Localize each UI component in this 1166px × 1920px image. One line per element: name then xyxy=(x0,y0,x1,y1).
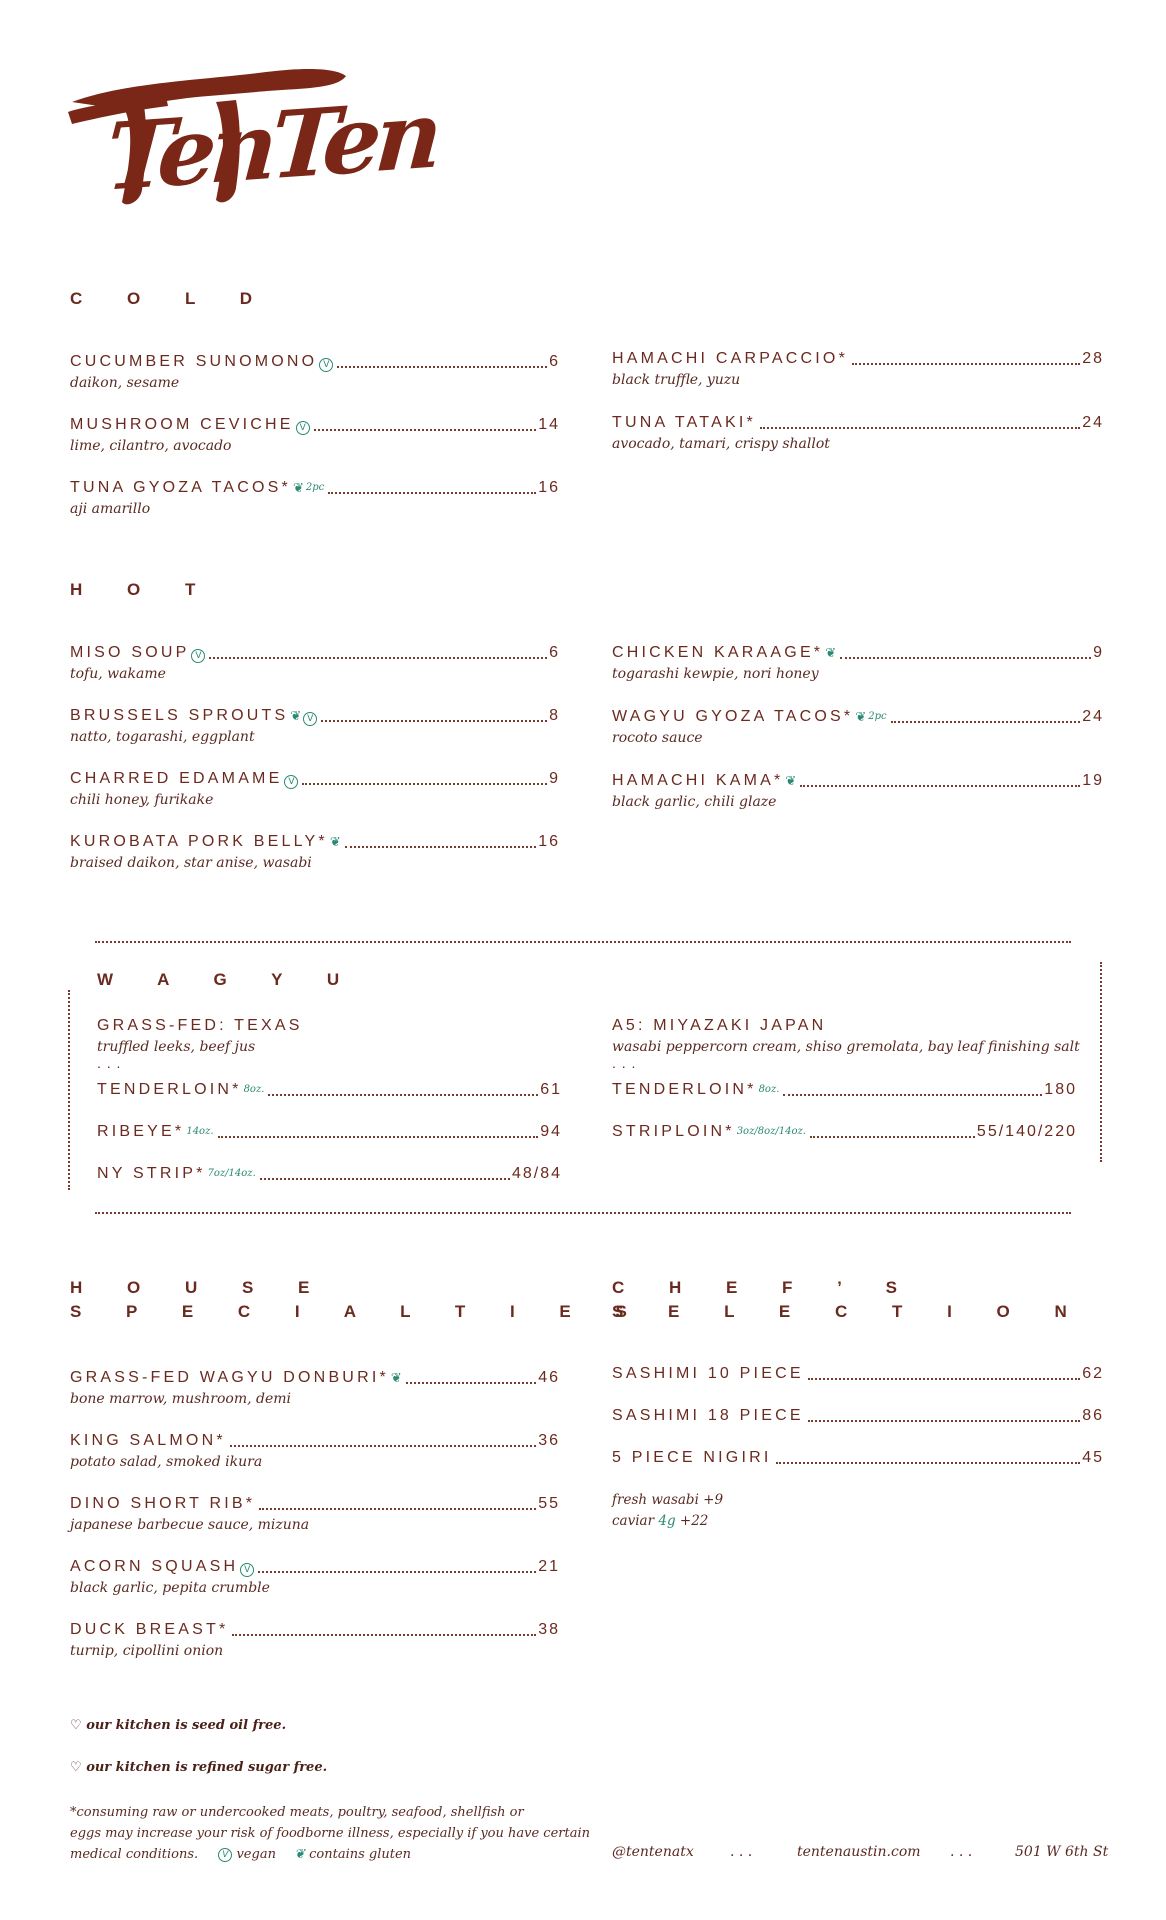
item-price: 24 xyxy=(1082,414,1104,431)
addon-size: 4g xyxy=(658,1513,676,1529)
item-price: 9 xyxy=(1093,644,1104,661)
leader-dots xyxy=(808,1378,1081,1380)
item-name: MUSHROOM CEVICHE xyxy=(70,416,294,433)
menu-item xyxy=(612,771,1104,812)
item-name: CHARRED EDAMAME xyxy=(70,770,283,787)
item-price: 14 xyxy=(538,416,560,433)
item-name: STRIPLOIN* xyxy=(612,1123,735,1140)
leader-dots xyxy=(209,657,547,659)
item-price: 180 xyxy=(1044,1081,1077,1098)
item-name: NY STRIP* xyxy=(97,1165,206,1182)
portion-note: 7oz/14oz. xyxy=(207,1168,256,1179)
wheat-icon: ❦ xyxy=(825,645,837,660)
item-price: 55/140/220 xyxy=(976,1123,1077,1140)
item-name: TENDERLOIN* xyxy=(97,1081,242,1098)
item-description: japanese barbecue sauce, mizuna xyxy=(70,1517,310,1533)
item-name: TUNA GYOZA TACOS* xyxy=(70,479,291,496)
disclaimer-line xyxy=(70,1844,590,1865)
leader-dots xyxy=(808,1420,1081,1422)
portion-note: 2pc xyxy=(305,482,325,493)
note-text: our kitchen is seed oil free. xyxy=(86,1718,287,1733)
item-name: DINO SHORT RIB* xyxy=(70,1495,256,1512)
item-name: 5 PIECE NIGIRI xyxy=(612,1449,772,1466)
seed-oil-note xyxy=(70,1718,286,1733)
leader-dots xyxy=(258,1571,536,1573)
portion-note: 3oz/8oz/14oz. xyxy=(736,1126,806,1137)
wheat-icon: ❦ xyxy=(290,708,302,723)
vegan-icon: V xyxy=(319,358,333,372)
item-description: black truffle, yuzu xyxy=(612,372,741,388)
wagyu-box-top-border xyxy=(95,941,1071,943)
item-description: chili honey, furikake xyxy=(70,792,214,808)
separator: . . . xyxy=(730,1844,753,1860)
menu-item xyxy=(612,643,1104,684)
section-title-hot: H O T xyxy=(70,580,216,599)
leader-dots xyxy=(760,427,1080,429)
wagyu-box-left-border xyxy=(68,990,70,1190)
item-description: braised daikon, star anise, wasabi xyxy=(70,855,312,871)
note-text: our kitchen is refined sugar free. xyxy=(86,1760,328,1775)
leader-dots xyxy=(891,721,1081,723)
item-price: 16 xyxy=(538,479,560,496)
item-price: 55 xyxy=(538,1495,560,1512)
menu-item xyxy=(612,1448,1104,1468)
wheat-icon: ❦ xyxy=(785,773,797,788)
leader-dots xyxy=(232,1634,536,1636)
heart-icon: ♡ xyxy=(70,1718,82,1733)
item-price: 94 xyxy=(540,1123,562,1140)
item-description: lime, cilantro, avocado xyxy=(70,438,232,454)
leader-dots xyxy=(783,1094,1042,1096)
wagyu-box-bottom-border xyxy=(95,1212,1071,1214)
addon-label: caviar xyxy=(612,1513,655,1529)
website-link[interactable]: tentenaustin.com xyxy=(797,1844,921,1860)
item-description: black garlic, chili glaze xyxy=(612,794,777,810)
wagyu-box-right-border xyxy=(1100,962,1102,1162)
legend-gluten: contains gluten xyxy=(309,1847,412,1862)
leader-dots xyxy=(840,657,1091,659)
leader-dots xyxy=(321,720,547,722)
wheat-icon: ❦ xyxy=(855,709,867,724)
leader-dots xyxy=(218,1136,539,1138)
logo xyxy=(66,62,441,212)
logo-wordmark: TenTen xyxy=(102,80,441,212)
item-price: 6 xyxy=(549,644,560,661)
section-title-line: S P E C I A L T I E S xyxy=(70,1302,647,1321)
item-price: 46 xyxy=(538,1369,560,1386)
wheat-icon: ❦ xyxy=(390,1370,402,1385)
menu-item xyxy=(612,1406,1104,1426)
item-price: 38 xyxy=(538,1621,560,1638)
item-description: black garlic, pepita crumble xyxy=(70,1580,270,1596)
wheat-icon: ❦ xyxy=(329,834,341,849)
item-name: GRASS-FED WAGYU DONBURI* xyxy=(70,1369,389,1386)
item-description: potato salad, smoked ikura xyxy=(70,1454,263,1470)
vegan-icon: V xyxy=(240,1563,254,1577)
item-name: WAGYU GYOZA TACOS* xyxy=(612,708,854,725)
separator: . . . xyxy=(950,1844,973,1860)
item-name: ACORN SQUASH xyxy=(70,1558,239,1575)
item-name: SASHIMI 10 PIECE xyxy=(612,1365,804,1382)
leader-dots xyxy=(345,846,536,848)
item-name: KING SALMON* xyxy=(70,1432,226,1449)
menu-item xyxy=(70,643,560,684)
leader-dots xyxy=(328,492,536,494)
item-name: MISO SOUP xyxy=(70,644,190,661)
ellipsis: . . . xyxy=(97,1055,122,1071)
item-name: DUCK BREAST* xyxy=(70,1621,229,1638)
menu-item xyxy=(70,1368,560,1409)
portion-note: 8oz. xyxy=(758,1084,780,1095)
wheat-icon: ❦ xyxy=(292,480,304,495)
leader-dots xyxy=(810,1136,975,1138)
menu-item xyxy=(70,415,560,456)
section-title-line: S E L E C T I O N xyxy=(612,1302,1087,1321)
item-name: HAMACHI CARPACCIO* xyxy=(612,350,848,367)
wagyu-origin-texas xyxy=(97,1016,567,1069)
menu-item xyxy=(97,1164,562,1184)
leader-dots xyxy=(302,783,547,785)
section-title-house xyxy=(70,1276,647,1324)
item-name: CHICKEN KARAAGE* xyxy=(612,644,824,661)
item-description: avocado, tamari, crispy shallot xyxy=(612,436,830,452)
menu-item xyxy=(70,832,560,873)
menu-item xyxy=(70,478,560,519)
item-price: 19 xyxy=(1082,772,1104,789)
menu-item xyxy=(612,707,1104,748)
section-title-chef xyxy=(612,1276,1087,1324)
item-description: natto, togarashi, eggplant xyxy=(70,729,255,745)
vegan-icon: V xyxy=(191,649,205,663)
wagyu-origin-miyazaki xyxy=(612,1016,1082,1069)
menu-item xyxy=(612,1364,1104,1384)
vegan-icon: V xyxy=(284,775,298,789)
menu-item xyxy=(97,1080,562,1100)
disclaimer xyxy=(70,1802,590,1865)
item-name: RIBEYE* xyxy=(97,1123,185,1140)
origin-description: wasabi peppercorn cream, shiso gremolata, bay leaf finishing salt xyxy=(612,1039,1080,1055)
item-price: 45 xyxy=(1082,1449,1104,1466)
leader-dots xyxy=(776,1462,1081,1464)
menu-item xyxy=(70,352,560,393)
item-name: HAMACHI KAMA* xyxy=(612,772,784,789)
item-name: TUNA TATAKI* xyxy=(612,414,756,431)
item-description: turnip, cipollini onion xyxy=(70,1643,224,1659)
address: 501 W 6th St xyxy=(1015,1844,1109,1860)
disclaimer-line: *consuming raw or undercooked meats, poultry, seafood, shellfish or xyxy=(70,1805,524,1820)
item-price: 36 xyxy=(538,1432,560,1449)
item-price: 28 xyxy=(1082,350,1104,367)
menu-item xyxy=(70,1431,560,1472)
item-price: 6 xyxy=(549,353,560,370)
item-price: 61 xyxy=(540,1081,562,1098)
item-price: 86 xyxy=(1082,1407,1104,1424)
menu-item xyxy=(612,349,1104,390)
section-title-line: C H E F ’ S xyxy=(612,1278,918,1297)
item-price: 8 xyxy=(549,707,560,724)
item-description: aji amarillo xyxy=(70,501,151,517)
leader-dots xyxy=(268,1094,538,1096)
leader-dots xyxy=(314,429,537,431)
disclaimer-line: eggs may increase your risk of foodborne illness, especially if you have certain xyxy=(70,1826,590,1841)
item-price: 24 xyxy=(1082,708,1104,725)
menu-item xyxy=(70,1620,560,1661)
item-name: SASHIMI 18 PIECE xyxy=(612,1407,804,1424)
menu-item xyxy=(612,1080,1077,1100)
menu-item xyxy=(612,1122,1077,1142)
addon-price: +22 xyxy=(679,1513,709,1529)
item-name: KUROBATA PORK BELLY* xyxy=(70,833,328,850)
item-description: rocoto sauce xyxy=(612,730,703,746)
item-name: TENDERLOIN* xyxy=(612,1081,757,1098)
leader-dots xyxy=(260,1178,510,1180)
item-price: 9 xyxy=(549,770,560,787)
item-price: 21 xyxy=(538,1558,560,1575)
section-title-wagyu: W A G Y U xyxy=(97,970,360,989)
legend-vegan: vegan xyxy=(236,1847,276,1862)
menu-item xyxy=(70,1557,560,1598)
menu-item xyxy=(70,769,560,810)
origin-title: GRASS-FED: TEXAS xyxy=(97,1017,303,1034)
section-title-cold: C O L D xyxy=(70,289,273,308)
leader-dots xyxy=(406,1382,536,1384)
leader-dots xyxy=(337,366,547,368)
portion-note: 14oz. xyxy=(186,1126,214,1137)
item-price: 48/84 xyxy=(511,1165,562,1182)
item-description: tofu, wakame xyxy=(70,666,166,682)
portion-note: 2pc xyxy=(868,711,887,722)
disclaimer-text: medical conditions. xyxy=(70,1847,199,1862)
sugar-note xyxy=(70,1760,327,1775)
heart-icon: ♡ xyxy=(70,1760,82,1775)
addon-wasabi: fresh wasabi +9 xyxy=(612,1492,724,1508)
item-description: togarashi kewpie, nori honey xyxy=(612,666,819,682)
item-name: BRUSSELS SPROUTS xyxy=(70,707,289,724)
instagram-handle[interactable]: @tentenatx xyxy=(612,1844,694,1860)
item-description: daikon, sesame xyxy=(70,375,180,391)
item-description: bone marrow, mushroom, demi xyxy=(70,1391,292,1407)
leader-dots xyxy=(800,785,1080,787)
item-name: CUCUMBER SUNOMONO xyxy=(70,353,318,370)
item-price: 62 xyxy=(1082,1365,1104,1382)
menu-item xyxy=(97,1122,562,1142)
item-price: 16 xyxy=(538,833,560,850)
portion-note: 8oz. xyxy=(243,1084,265,1095)
leader-dots xyxy=(230,1445,536,1447)
vegan-icon: V xyxy=(303,712,317,726)
origin-title: A5: MIYAZAKI JAPAN xyxy=(612,1017,827,1034)
leader-dots xyxy=(259,1508,536,1510)
addon-caviar xyxy=(612,1511,723,1532)
menu-item xyxy=(70,1494,560,1535)
menu-item xyxy=(612,413,1104,454)
section-title-line: H O U S E xyxy=(70,1278,330,1297)
leader-dots xyxy=(852,363,1080,365)
vegan-icon: V xyxy=(296,421,310,435)
wheat-icon: ❦ xyxy=(294,1847,305,1862)
menu-item xyxy=(70,706,560,747)
ellipsis: . . . xyxy=(612,1055,637,1071)
vegan-icon: V xyxy=(218,1848,232,1862)
origin-description: truffled leeks, beef jus xyxy=(97,1039,256,1055)
addons xyxy=(612,1490,723,1532)
